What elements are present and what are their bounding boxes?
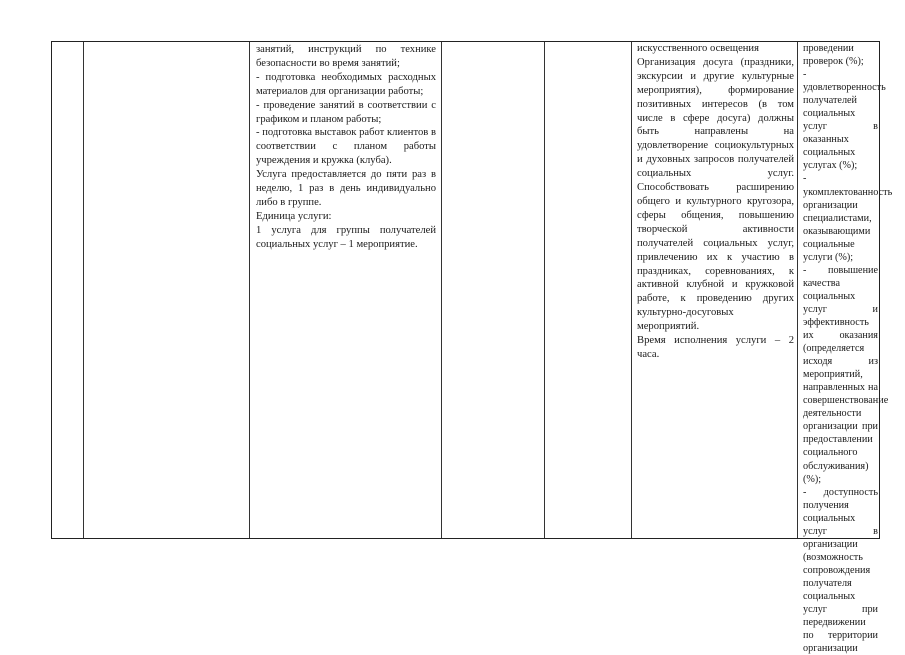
service-description-text xyxy=(256,43,436,252)
column-service-description xyxy=(250,42,442,538)
indicators-text xyxy=(803,42,893,655)
indicators-paragraph: - укомплектованность организации специалистами, оказывающими социальные услуги (%); xyxy=(803,173,893,263)
description-paragraph: Услуга предоставляется до пяти раз в неделю, 1 раз в день индивидуально либо в группе. xyxy=(256,169,436,208)
document-table xyxy=(51,41,893,655)
description-paragraph: занятий, инструкций по технике безопасности во время занятий; xyxy=(256,44,436,69)
conditions-paragraph: Время исполнения услуги – 2 часа. xyxy=(637,335,794,360)
indicators-paragraph: - доступность получения социальных услуг в организации (возможность сопровождения получателя социальных услуг при передвижении по территории организации xyxy=(803,486,878,655)
indicators-paragraph: проведении проверок (%); xyxy=(803,43,864,68)
conditions-text xyxy=(637,42,794,362)
column-term xyxy=(545,42,632,538)
column-number xyxy=(52,42,84,538)
description-paragraph: - подготовка необходимых расходных материалов для организации работы; xyxy=(256,71,436,97)
column-conditions xyxy=(632,42,798,538)
description-paragraph: - подготовка выставок работ клиентов в соответствии с планом работы учреждения и кружка (клуба). xyxy=(256,127,436,167)
column-service-name xyxy=(84,42,250,538)
column-volume xyxy=(442,42,545,538)
description-paragraph: 1 услуга для группы получателей социальных услуг – 1 мероприятие. xyxy=(256,224,436,250)
conditions-paragraph: искусственного освещения xyxy=(637,43,759,54)
column-indicators xyxy=(798,42,893,655)
conditions-paragraph: Организация досуга (праздники, экскурсии и другие культурные мероприятия), формирование позитивных интересов (в том числе в сфере досуга) должны быть направлены на удовлетворение социокультурных и духовных запросов получателей социальных услуг. Способствовать расширению общего и культурного кругозора, сферы общения, повышению творческой активности получателей социальных услуг, привлечению их к участию в праздниках, соревнованиях, к активной клубной и кружковой работе, к проведению других культурно-досуговых мероприятий. xyxy=(637,56,794,333)
indicators-paragraph: - удовлетворенность получателей социальных услуг в оказанных социальных услугах (%); xyxy=(803,69,886,172)
indicators-paragraph: - повышение качества социальных услуг и эффективность их оказания (определяется исходя из мероприятий, направленных на совершенствование деятельности организации при предоставлении социального обслуживания) (%); xyxy=(803,264,889,485)
description-paragraph: - проведение занятий в соответствии с графиком и планом работы; xyxy=(256,99,436,125)
description-paragraph: Единица услуги: xyxy=(256,210,332,222)
